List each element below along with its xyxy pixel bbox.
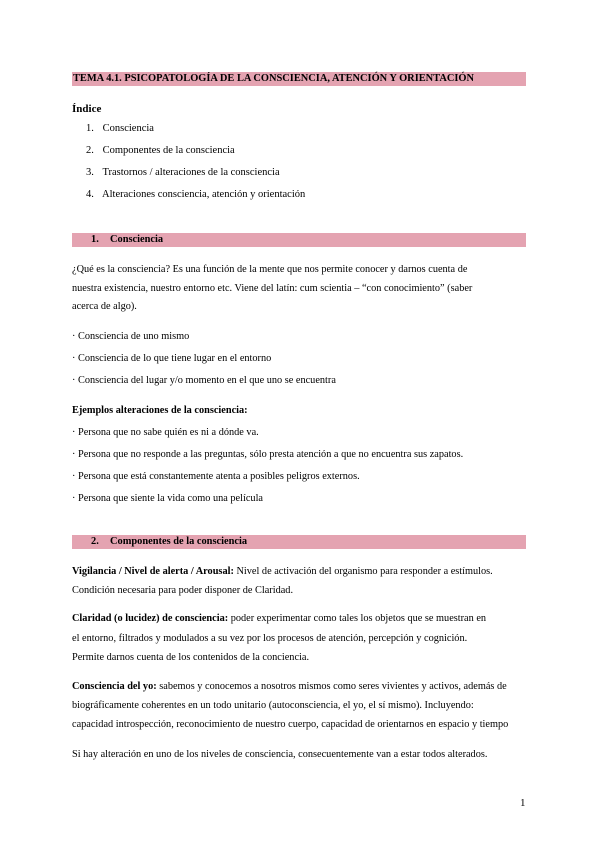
term-vigilancia: Vigilancia / Nivel de alerta / Arousal:: [72, 566, 234, 577]
section-heading-consciencia: [72, 233, 526, 247]
paragraph-line: [72, 565, 493, 579]
index-item-number: 1.: [86, 123, 94, 134]
paragraph-line: [72, 680, 507, 694]
index-heading: Índice: [72, 103, 102, 115]
page-number: 1: [520, 797, 526, 809]
list-item: · Persona que no sabe quién es ni a dónde va.: [72, 427, 259, 438]
section-title: Consciencia: [110, 234, 164, 245]
list-item: · Consciencia de lo que tiene lugar en el entorno: [72, 353, 272, 364]
definition-text: Nivel de activación del organismo para responder a estímulos.: [233, 566, 493, 577]
paragraph-line: [72, 612, 486, 626]
document-title: TEMA 4.1. PSICOPATOLOGÍA DE LA CONSCIENCIA, ATENCIÓN Y ORIENTACIÓN: [72, 72, 526, 86]
index-item: [86, 144, 305, 166]
paragraph-line: Condición necesaria para poder disponer de Claridad.: [72, 585, 294, 596]
index-item-label: Alteraciones consciencia, atención y orientación: [102, 189, 306, 200]
index-item-number: 4.: [86, 189, 94, 200]
list-item: · Consciencia de uno mismo: [72, 331, 190, 342]
paragraph-line: Permite darnos cuenta de los contenidos de la conciencia.: [72, 652, 310, 663]
definition-text: sabemos y conocemos a nosotros mismos como seres vivientes y activos, además de: [156, 681, 507, 692]
list-item: · Persona que siente la vida como una película: [72, 493, 264, 504]
section-number: 2.: [91, 536, 99, 547]
section-number: 1.: [91, 234, 99, 245]
index-item-number: 3.: [86, 167, 94, 178]
definition-text: poder experimentar como tales los objetos que se muestran en: [228, 613, 487, 624]
list-item: · Persona que no responde a las preguntas, sólo presta atención a que no encuentra sus zapatos.: [72, 449, 464, 460]
index-list: [86, 122, 305, 210]
paragraph-line: capacidad introspección, reconocimiento de nuestro cuerpo, capacidad de orientarnos en espacio y tiempo: [72, 719, 509, 730]
paragraph-line: Si hay alteración en uno de los niveles de consciencia, consecuentemente van a estar todos alterados.: [72, 749, 488, 760]
list-item: · Persona que está constantemente atenta a posibles peligros externos.: [72, 471, 360, 482]
index-item-label: Trastornos / alteraciones de la consciencia: [102, 167, 280, 178]
list-item: · Consciencia del lugar y/o momento en el que uno se encuentra: [72, 375, 336, 386]
index-item-number: 2.: [86, 145, 94, 156]
section-heading-componentes: [72, 535, 526, 549]
index-item-label: Componentes de la consciencia: [102, 145, 235, 156]
paragraph-line: ¿Qué es la consciencia? Es una función de la mente que nos permite conocer y darnos cuenta de: [72, 264, 468, 275]
paragraph-line: nuestra existencia, nuestro entorno etc. Viene del latín: cum scientia – “con conocimiento” (saber: [72, 283, 473, 294]
index-item: [86, 166, 305, 188]
paragraph-line: el entorno, filtrados y modulados a su vez por los procesos de atención, percepción y cognición.: [72, 633, 468, 644]
index-item-label: Consciencia: [102, 123, 154, 134]
index-item: [86, 122, 305, 144]
paragraph-line: acerca de algo).: [72, 301, 137, 312]
examples-heading: Ejemplos alteraciones de la consciencia:: [72, 405, 248, 416]
term-consciencia-yo: Consciencia del yo:: [72, 681, 157, 692]
term-claridad: Claridad (o lucidez) de consciencia:: [72, 613, 229, 624]
index-item: [86, 188, 305, 210]
section-title: Componentes de la consciencia: [110, 536, 248, 547]
paragraph-line: biográficamente coherentes en un todo unitario (autoconsciencia, el yo, el sí mismo). Incluyendo:: [72, 700, 474, 711]
